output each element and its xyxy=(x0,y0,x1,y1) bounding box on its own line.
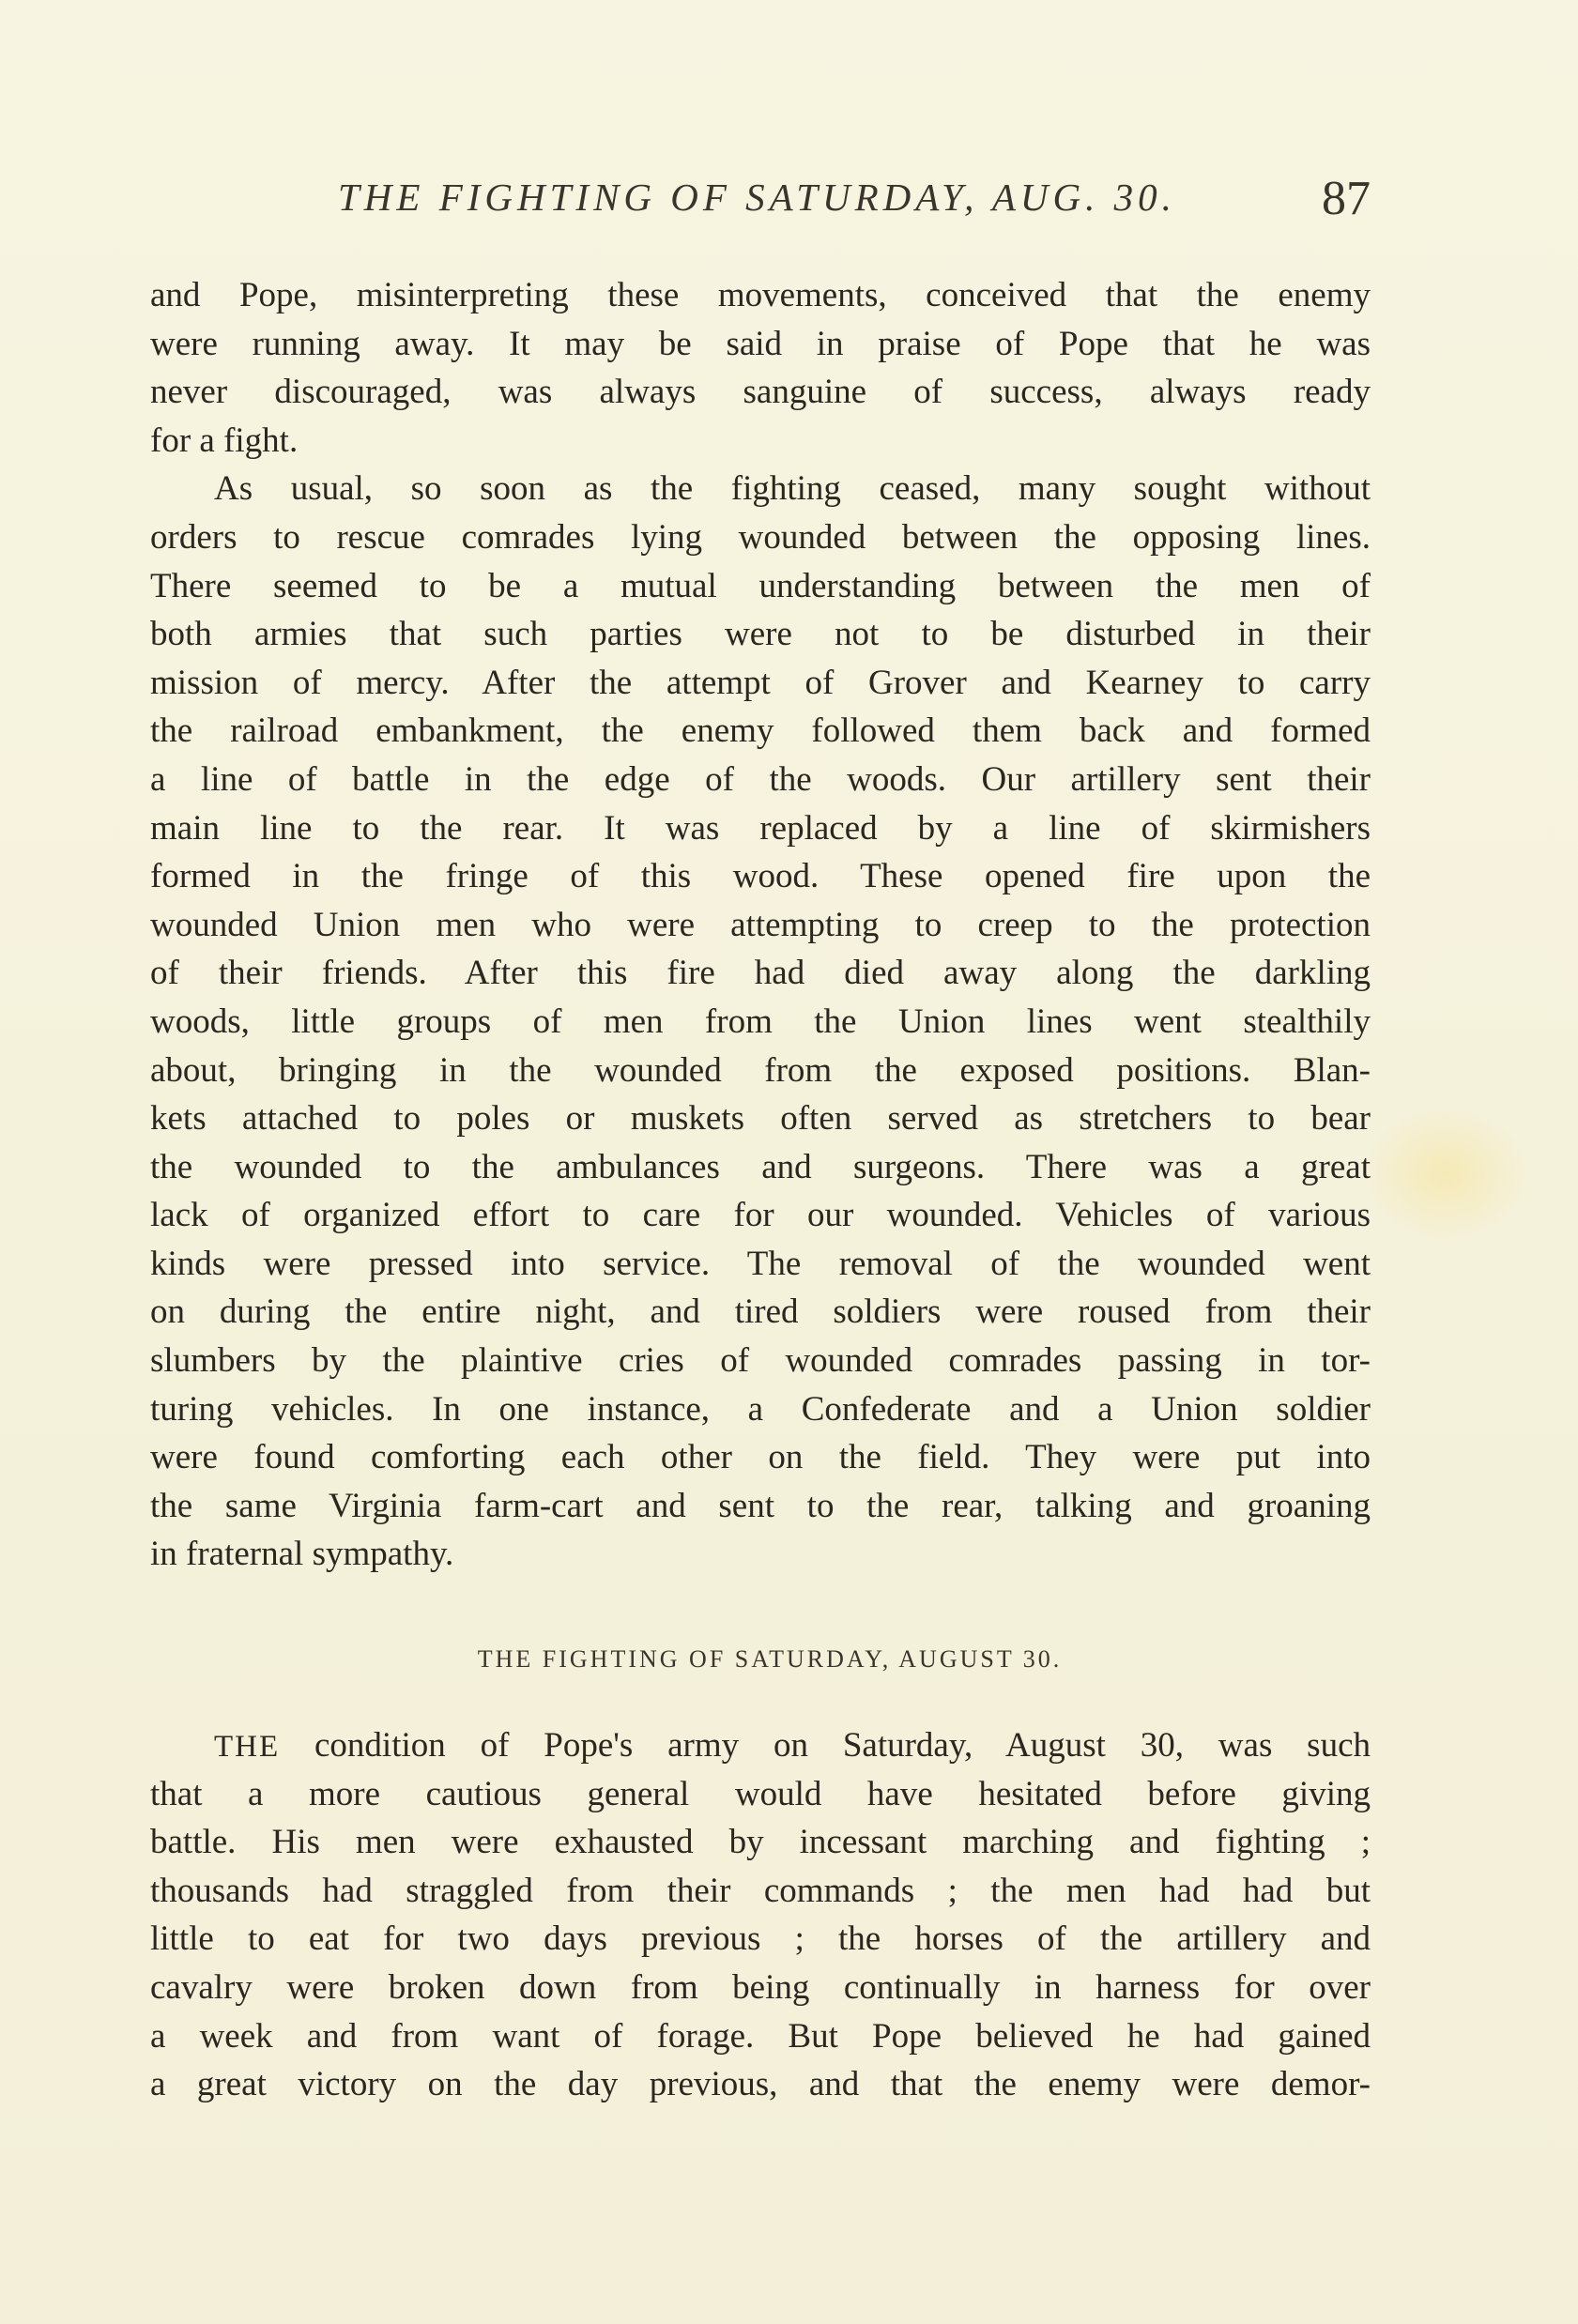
page-number: 87 xyxy=(1322,172,1371,225)
paragraph-2 xyxy=(150,465,1371,1579)
lead-word: THE xyxy=(214,1730,281,1764)
text-line: kets attached to poles or muskets often served as stretchers to bear xyxy=(150,1099,1371,1139)
text-line: about, bringing in the wounded from the exposed positions. Blan- xyxy=(150,1050,1371,1090)
text-line: main line to the rear. It was replaced by a line of skirmishers xyxy=(150,808,1371,848)
text-line: cavalry were broken down from being continually in harness for over xyxy=(150,1967,1371,2007)
section-heading: THE FIGHTING OF SATURDAY, AUGUST 30. xyxy=(477,1645,1063,1673)
text-line: mission of mercy. After the attempt of Grover and Kearney to carry xyxy=(150,663,1371,702)
paragraph-3 xyxy=(150,1721,1371,2109)
text-line: little to eat for two days previous ; the horses of the artillery and xyxy=(150,1919,1371,1959)
text-line: of their friends. After this fire had died away along the darkling xyxy=(150,954,1371,993)
text-line: were running away. It may be said in praise of Pope that he was xyxy=(150,324,1371,363)
text-line: battle. His men were exhausted by incessant marching and fighting ; xyxy=(150,1823,1371,1862)
text-line: the railroad embankment, the enemy followed them back and formed xyxy=(150,711,1371,751)
text-line: in fraternal sympathy. xyxy=(150,1535,454,1574)
body-text-bottom xyxy=(150,1721,1371,2109)
text-line: woods, little groups of men from the Union lines went stealthily xyxy=(150,1001,1371,1041)
text-line: the same Virginia farm-cart and sent to the rear, talking and groaning xyxy=(150,1486,1371,1525)
text-line: were found comforting each other on the field. They were put into xyxy=(150,1438,1371,1477)
text-line: and Pope, misinterpreting these movements, conceived that the enemy xyxy=(150,276,1371,314)
text-line xyxy=(150,1721,1371,1770)
text-line: lack of organized effort to care for our wounded. Vehicles of various xyxy=(150,1196,1371,1235)
text-line: a week and from want of forage. But Pope believed he had gained xyxy=(150,2016,1371,2056)
text-line: thousands had straggled from their commands ; the men had had but xyxy=(150,1871,1371,1910)
body-text-top xyxy=(150,271,1371,1579)
text-line: wounded Union men who were attempting to creep to the protection xyxy=(150,905,1371,944)
text-line: As usual, so soon as the fighting ceased, many sought without xyxy=(214,469,1371,509)
text-line: kinds were pressed into service. The removal of the wounded went xyxy=(150,1244,1371,1283)
text-line: both armies that such parties were not to be disturbed in their xyxy=(150,615,1371,654)
text-line: formed in the fringe of this wood. These opened fire upon the xyxy=(150,857,1371,896)
text-line: on during the entire night, and tired soldiers were roused from their xyxy=(150,1292,1371,1332)
text-line: the wounded to the ambulances and surgeons. There was a great xyxy=(150,1147,1371,1186)
text-line: never discouraged, was always sanguine of success, always ready xyxy=(150,373,1371,412)
text-line: for a fight. xyxy=(150,420,299,460)
text-line: There seemed to be a mutual understanding between the men of xyxy=(150,566,1371,605)
text-line: orders to rescue comrades lying wounded between the opposing lines. xyxy=(150,517,1371,557)
paragraph-1 xyxy=(150,271,1371,465)
text-line: a line of battle in the edge of the woods. Our artillery sent their xyxy=(150,759,1371,799)
text-line: slumbers by the plaintive cries of wounded comrades passing in tor- xyxy=(150,1341,1371,1381)
first-line-text: condition of Pope's army on Saturday, August 30, was such xyxy=(280,1726,1371,1765)
text-line: that a more cautious general would have hesitated before giving xyxy=(150,1774,1371,1813)
running-head: THE FIGHTING OF SATURDAY, AUG. 30. xyxy=(338,176,1176,219)
text-line: turing vehicles. In one instance, a Confederate and a Union soldier xyxy=(150,1389,1371,1429)
text-line: a great victory on the day previous, and that the enemy were demor- xyxy=(150,2065,1371,2104)
